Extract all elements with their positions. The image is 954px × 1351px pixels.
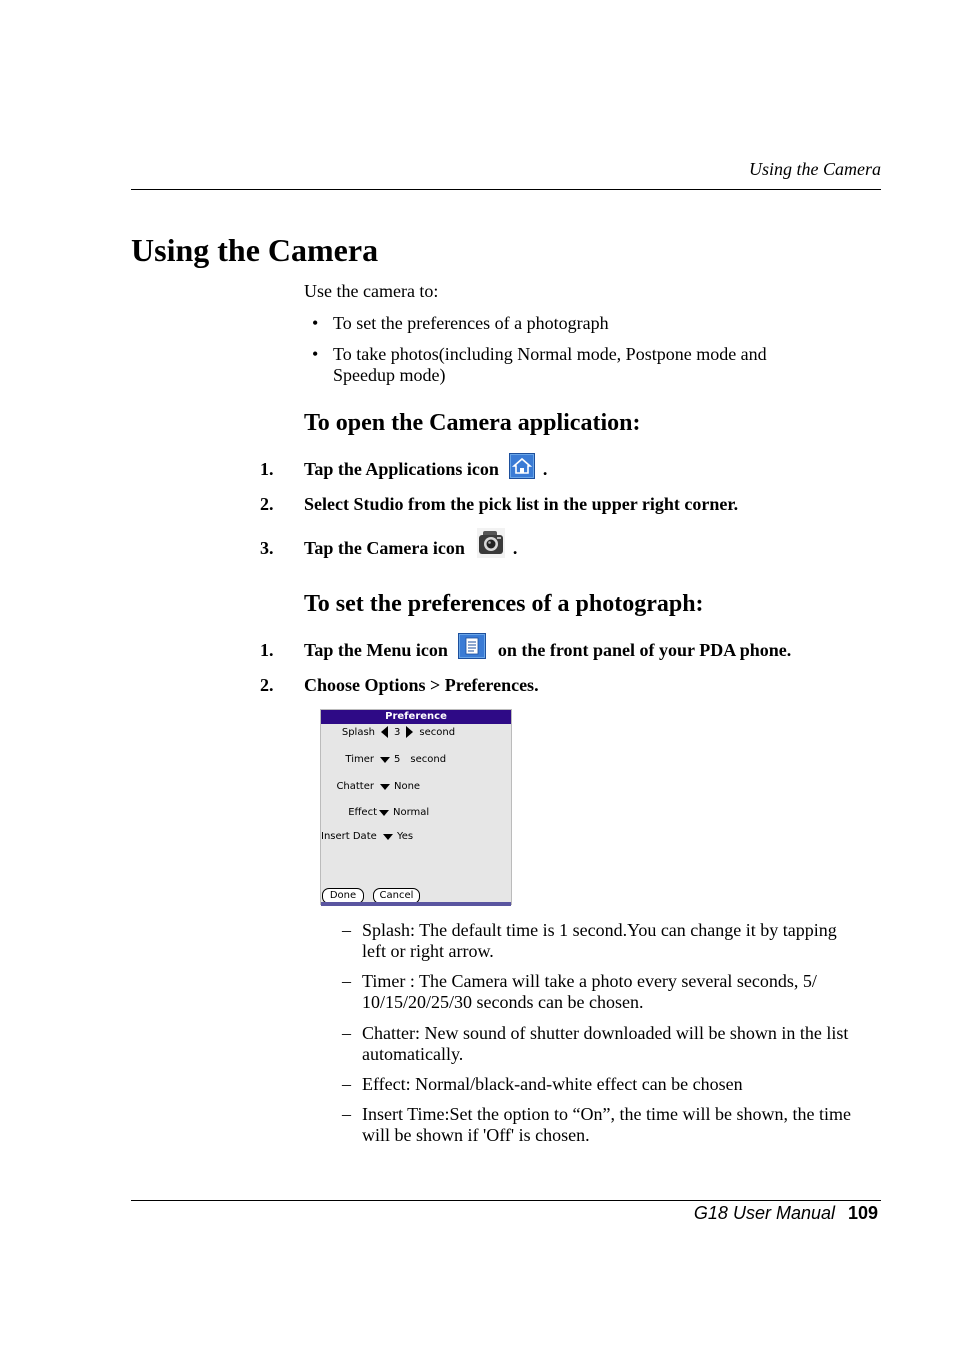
insert-date-row [321, 831, 413, 842]
insert-date-label: Insert Date [321, 831, 377, 842]
step-text: Select Studio from the pick list in the upper right corner. [304, 494, 739, 514]
step-number: 1. [260, 458, 274, 479]
dropdown-arrow-icon[interactable] [380, 757, 390, 763]
detail-text: Splash: The default time is 1 second.You can change it by tapping left or right arrow. [362, 920, 837, 961]
detail-item [342, 1104, 854, 1146]
timer-unit: second [410, 754, 447, 765]
detail-item [342, 971, 854, 1013]
dash-mark: – [342, 1104, 351, 1124]
done-button[interactable]: Done [322, 888, 364, 904]
step-after: . [542, 458, 548, 479]
step-item [260, 456, 547, 482]
effect-value[interactable]: Normal [393, 807, 430, 818]
splash-label: Splash [341, 726, 375, 738]
detail-item [342, 1023, 854, 1065]
step-number: 3. [260, 537, 274, 558]
step-text: Choose Options > Preferences. [304, 675, 539, 695]
footer-rule [131, 1200, 881, 1201]
section-heading-preferences: To set the preferences of a photograph: [304, 591, 704, 617]
pda-bottom-bar [321, 902, 511, 906]
splash-value: 3 [394, 726, 401, 738]
detail-text: Insert Time:Set the option to “On”, the time will be shown, the time will be shown if 'Off' is chosen. [362, 1104, 851, 1145]
detail-text: Effect: Normal/black-and-white effect can be chosen [362, 1074, 743, 1094]
step-number: 2. [260, 494, 274, 514]
timer-label: Timer [345, 754, 374, 765]
step-text: Tap the Camera icon [304, 537, 465, 558]
dropdown-arrow-icon[interactable] [380, 784, 390, 790]
page-title: Using the Camera [131, 232, 379, 268]
step-number: 1. [260, 639, 274, 660]
applications-home-icon [509, 453, 535, 479]
running-header: Using the Camera [749, 159, 881, 179]
insert-date-value[interactable]: Yes [397, 831, 414, 842]
timer-row [321, 754, 446, 765]
bullet-item [312, 313, 832, 334]
page-number: 109 [848, 1203, 879, 1223]
step-item [260, 533, 517, 563]
effect-row [321, 807, 429, 818]
cancel-button[interactable]: Cancel [373, 888, 420, 904]
dropdown-arrow-icon[interactable] [383, 834, 393, 840]
step-number: 2. [260, 675, 274, 695]
bullet-mark: • [312, 344, 319, 364]
dash-mark: – [342, 920, 351, 940]
bullet-text: To set the preferences of a photograph [333, 313, 609, 333]
step-item [260, 494, 738, 515]
step-text: Tap the Applications icon [304, 458, 499, 479]
dropdown-arrow-icon[interactable] [379, 810, 389, 816]
splash-unit: second [419, 726, 456, 738]
step-item [260, 637, 791, 663]
timer-value[interactable]: 5 [394, 754, 401, 765]
bullet-item [312, 344, 812, 386]
detail-text: Timer : The Camera will take a photo every several seconds, 5/ 10/15/20/25/30 seconds can be chosen. [362, 971, 817, 1012]
bullet-text: To take photos(including Normal mode, Postpone mode and Speedup mode) [333, 344, 767, 385]
chatter-row [321, 781, 420, 792]
chatter-label: Chatter [336, 781, 374, 792]
arrow-right-icon[interactable] [406, 726, 413, 738]
detail-text: Chatter: New sound of shutter downloaded will be shown in the list automatically. [362, 1023, 849, 1064]
menu-icon [458, 633, 486, 659]
detail-item [342, 920, 854, 962]
preference-screenshot [320, 709, 512, 905]
bullet-mark: • [312, 313, 319, 333]
step-after: . [512, 537, 518, 558]
effect-label: Effect [348, 807, 377, 818]
camera-icon [477, 528, 505, 558]
chatter-value[interactable]: None [394, 781, 421, 792]
dash-mark: – [342, 971, 351, 991]
step-after: on the front panel of your PDA phone. [497, 639, 792, 660]
intro-text: Use the camera to: [304, 281, 439, 301]
pda-title-bar: Preference [321, 710, 511, 724]
dash-mark: – [342, 1074, 351, 1094]
arrow-left-icon[interactable] [381, 726, 388, 738]
step-text: Tap the Menu icon [304, 639, 448, 660]
section-heading-open-camera: To open the Camera application: [304, 410, 641, 436]
dash-mark: – [342, 1023, 351, 1043]
step-item [260, 675, 539, 696]
detail-item [342, 1074, 854, 1095]
footer-manual-title: G18 User Manual [693, 1203, 835, 1223]
header-rule [131, 189, 881, 190]
splash-row [321, 726, 455, 738]
